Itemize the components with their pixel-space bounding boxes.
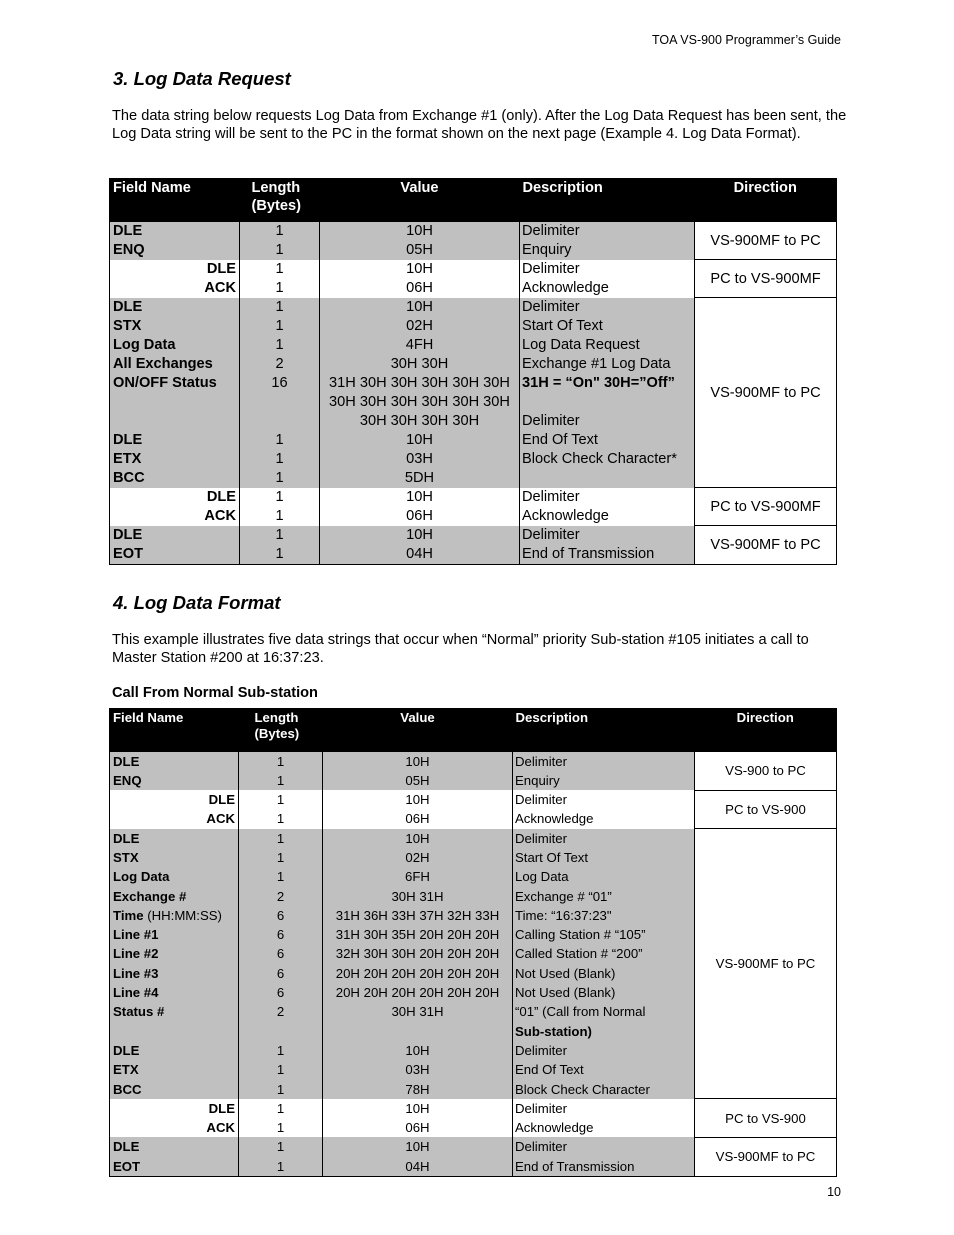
section-3-paragraph: The data string below requests Log Data from Exchange #1 (only). After the Log Data Request has been sent, the Log Data string will be sent to the PC in the format shown on the next page (Example 4. Log Data Format). — [112, 108, 847, 142]
field-description: Delimiter — [522, 298, 580, 315]
field-description: Delimiter — [515, 1042, 568, 1058]
length-value: 1 — [275, 545, 284, 562]
field-value: 10H — [405, 830, 430, 846]
field-name: Line #1 — [113, 927, 159, 943]
length-value: 1 — [276, 811, 285, 827]
field-name: Line #3 — [113, 965, 159, 981]
length-value: 1 — [275, 450, 284, 467]
field-description: Delimiter — [522, 260, 580, 277]
field-name: STX — [113, 317, 142, 334]
value-cell — [320, 298, 520, 488]
field-value-cont: 30H 30H 30H 30H 30H 30H — [329, 393, 510, 410]
field-description: Acknowledge — [515, 811, 594, 827]
field-name-cell — [110, 790, 239, 829]
length-value: 1 — [276, 753, 285, 769]
field-value: 02H — [406, 317, 433, 334]
length-value: 1 — [276, 849, 285, 865]
field-description: Acknowledge — [522, 507, 609, 524]
message-group — [110, 829, 837, 1099]
length-value: 6 — [276, 927, 285, 943]
field-name: EOT — [113, 545, 143, 562]
field-description: Acknowledge — [515, 1120, 594, 1136]
field-name: STX — [113, 849, 139, 865]
field-value: 03H — [405, 1062, 430, 1078]
length-value: 2 — [276, 1004, 285, 1020]
field-description: End Of Text — [522, 431, 598, 448]
field-description: Enquiry — [522, 241, 572, 258]
field-description: “01” (Call from Normal — [515, 1004, 646, 1020]
length-value: 1 — [276, 1139, 285, 1155]
value-cell — [320, 260, 520, 298]
field-name: DLE — [113, 753, 140, 769]
section-3-title: 3. Log Data Request — [113, 68, 291, 89]
length-value: 1 — [276, 1042, 285, 1058]
field-name: ENQ — [113, 772, 142, 788]
length-value: 1 — [276, 792, 285, 808]
value-cell — [323, 1099, 513, 1138]
message-group — [110, 298, 837, 488]
field-value: 04H — [406, 545, 433, 562]
field-value: 03H — [406, 450, 433, 467]
field-name: ACK — [206, 811, 235, 827]
field-description: Acknowledge — [522, 279, 609, 296]
field-value: 10H — [406, 526, 433, 543]
col-length: Length (Bytes) — [239, 709, 323, 752]
field-name: BCC — [113, 469, 145, 486]
field-name: DLE — [206, 488, 236, 505]
length-value: 1 — [275, 279, 284, 296]
field-value: 30H 30H — [390, 355, 449, 372]
direction-cell — [695, 1099, 837, 1138]
field-value: 31H 30H 30H 30H 30H 30H — [329, 374, 510, 391]
field-description: Delimiter — [515, 792, 568, 808]
field-value: 30H 31H — [391, 888, 444, 904]
section-4-title: 4. Log Data Format — [113, 592, 281, 613]
message-group — [110, 752, 837, 791]
description-cell — [520, 526, 695, 565]
field-name: DLE — [206, 260, 236, 277]
field-name-cell — [110, 488, 240, 526]
field-name-cell — [110, 829, 239, 1099]
field-name: DLE — [208, 1100, 235, 1116]
length-value: 16 — [271, 374, 288, 391]
field-name-cell — [110, 526, 240, 565]
field-description: End Of Text — [515, 1062, 584, 1078]
message-group — [110, 1099, 837, 1138]
field-name-cell — [110, 222, 240, 260]
field-description: Delimiter — [522, 526, 580, 543]
field-value: 10H — [405, 1139, 430, 1155]
message-group — [110, 488, 837, 526]
field-value: 10H — [406, 488, 433, 505]
length-value: 1 — [275, 488, 284, 505]
field-name: Log Data — [113, 869, 170, 885]
field-name: DLE — [113, 830, 140, 846]
field-name: Log Data — [113, 336, 176, 353]
length-cell — [239, 790, 323, 829]
field-description: Enquiry — [515, 772, 560, 788]
field-description-cont: Sub-station) — [515, 1023, 592, 1039]
direction-label: VS-900MF to PC — [715, 956, 816, 972]
description-cell — [520, 222, 695, 260]
direction-cell — [695, 1137, 837, 1176]
field-name: Time (HH:MM:SS) — [113, 907, 222, 923]
direction-label: PC to VS-900MF — [710, 498, 821, 515]
col-field-name: Field Name — [110, 709, 239, 752]
value-cell — [323, 1137, 513, 1176]
message-group — [110, 260, 837, 298]
description-cell — [520, 298, 695, 488]
field-description: Delimiter — [522, 222, 580, 239]
value-cell — [323, 790, 513, 829]
length-value: 1 — [275, 241, 284, 258]
direction-cell — [695, 488, 837, 526]
direction-cell — [695, 829, 837, 1099]
section-4-paragraph: This example illustrates five data strings that occur when “Normal” priority Sub-station #105 initiates a call to Master Station #200 at 16:37:23. — [112, 632, 809, 666]
field-name: ENQ — [113, 241, 145, 258]
field-value: 06H — [405, 1120, 430, 1136]
field-value: 04H — [405, 1158, 430, 1174]
direction-label: PC to VS-900 — [725, 1110, 806, 1126]
field-value: 06H — [405, 811, 430, 827]
length-cell — [239, 1137, 323, 1176]
length-value: 1 — [275, 431, 284, 448]
message-group — [110, 222, 837, 260]
field-name: ACK — [206, 1120, 235, 1136]
direction-cell — [695, 526, 837, 565]
field-description: Start Of Text — [522, 317, 603, 334]
field-value: 10H — [406, 298, 433, 315]
col-direction: Direction — [695, 709, 837, 752]
field-name: DLE — [113, 431, 143, 448]
length-value: 1 — [275, 222, 284, 239]
length-cell — [239, 829, 323, 1099]
field-description: End of Transmission — [515, 1158, 635, 1174]
field-description: Delimiter — [515, 1139, 568, 1155]
direction-label: VS-900MF to PC — [710, 384, 821, 401]
log-data-format-table — [109, 708, 837, 1177]
field-value: 20H 20H 20H 20H 20H 20H — [335, 965, 500, 981]
description-cell — [513, 790, 695, 829]
length-cell — [239, 1099, 323, 1138]
direction-cell — [695, 752, 837, 791]
length-value: 1 — [276, 1081, 285, 1097]
field-description: Exchange # “01” — [515, 888, 612, 904]
field-description: Log Data — [515, 869, 569, 885]
description-cell — [513, 1099, 695, 1138]
field-name: EOT — [113, 1158, 141, 1174]
length-cell — [239, 752, 323, 791]
direction-cell — [695, 790, 837, 829]
length-cell — [240, 298, 320, 488]
field-name-suffix: (HH:MM:SS) — [143, 907, 222, 923]
field-description: Block Check Character* — [522, 450, 677, 467]
field-value: 5DH — [404, 469, 435, 486]
col-value: Value — [323, 709, 513, 752]
field-description: Not Used (Blank) — [515, 985, 616, 1001]
length-cell — [240, 488, 320, 526]
length-value: 6 — [276, 965, 285, 981]
field-name: ETX — [113, 450, 142, 467]
field-description: Not Used (Blank) — [515, 965, 616, 981]
col-field-name: Field Name — [110, 179, 240, 222]
field-name: ACK — [204, 279, 236, 296]
field-description: Delimiter — [522, 488, 580, 505]
field-name: DLE — [113, 298, 143, 315]
field-name: Line #2 — [113, 946, 159, 962]
field-value: 31H 30H 35H 20H 20H 20H — [335, 927, 500, 943]
description-cell — [520, 488, 695, 526]
col-direction: Direction — [695, 179, 837, 222]
length-value: 1 — [275, 336, 284, 353]
field-name: Line #4 — [113, 985, 159, 1001]
field-value: 6FH — [405, 869, 430, 885]
length-value: 1 — [275, 507, 284, 524]
value-cell — [323, 752, 513, 791]
field-name-cell — [110, 260, 240, 298]
field-name-cell — [110, 752, 239, 791]
field-value: 10H — [406, 260, 433, 277]
field-name: Status # — [113, 1004, 165, 1020]
col-value: Value — [320, 179, 520, 222]
field-description: End of Transmission — [522, 545, 655, 562]
field-value: 10H — [405, 792, 430, 808]
field-value: 10H — [406, 431, 433, 448]
field-name-cell — [110, 298, 240, 488]
length-value: 1 — [276, 1120, 285, 1136]
field-name: All Exchanges — [113, 355, 213, 372]
direction-label: PC to VS-900 — [725, 801, 806, 817]
field-name: ACK — [204, 507, 236, 524]
field-name: DLE — [113, 1042, 140, 1058]
length-cell — [240, 222, 320, 260]
message-group — [110, 1137, 837, 1176]
length-value: 1 — [276, 1158, 285, 1174]
field-value: 06H — [406, 279, 433, 296]
field-name: ON/OFF Status — [113, 374, 217, 391]
length-value: 1 — [275, 469, 284, 486]
direction-cell — [695, 260, 837, 298]
length-value: 6 — [276, 985, 285, 1001]
field-value: 05H — [406, 241, 433, 258]
length-value: 1 — [276, 830, 285, 846]
field-value: 02H — [405, 849, 430, 865]
length-value: 1 — [275, 526, 284, 543]
field-value: 10H — [406, 222, 433, 239]
col-length: Length (Bytes) — [240, 179, 320, 222]
length-value: 2 — [275, 355, 284, 372]
field-description: Start Of Text — [515, 849, 589, 865]
value-cell — [320, 222, 520, 260]
field-name-cell — [110, 1099, 239, 1138]
length-cell — [240, 526, 320, 565]
field-name-cell — [110, 1137, 239, 1176]
direction-cell — [695, 222, 837, 260]
message-group — [110, 790, 837, 829]
length-value: 1 — [275, 260, 284, 277]
col-description: Description — [513, 709, 695, 752]
field-description: Time: “16:37:23" — [515, 907, 612, 923]
field-description: Exchange #1 Log Data — [522, 355, 671, 372]
field-value: 10H — [405, 1100, 430, 1116]
field-value: 10H — [405, 1042, 430, 1058]
value-cell — [320, 488, 520, 526]
field-value: 30H 31H — [391, 1004, 444, 1020]
field-description: Delimiter — [515, 1100, 568, 1116]
field-name: ETX — [113, 1062, 139, 1078]
length-value: 1 — [276, 1062, 285, 1078]
field-description: Delimiter — [522, 412, 580, 429]
field-name: Exchange # — [113, 888, 187, 904]
value-cell — [323, 829, 513, 1099]
field-description: Log Data Request — [522, 336, 640, 353]
log-data-request-table — [109, 178, 837, 565]
field-name: DLE — [113, 1139, 140, 1155]
field-description: Called Station # “200” — [515, 946, 643, 962]
direction-label: PC to VS-900MF — [710, 270, 821, 287]
field-value: 32H 30H 30H 20H 20H 20H — [335, 946, 500, 962]
message-group — [110, 526, 837, 565]
field-value: 20H 20H 20H 20H 20H 20H — [335, 985, 500, 1001]
field-description-cont: 31H = “On" 30H=”Off” — [522, 374, 675, 391]
description-cell — [513, 1137, 695, 1176]
page-number: 10 — [827, 1185, 841, 1199]
description-cell — [513, 752, 695, 791]
field-value: 05H — [405, 772, 430, 788]
col-description: Description — [520, 179, 695, 222]
field-name: BCC — [113, 1081, 142, 1097]
length-value: 1 — [276, 869, 285, 885]
length-value: 6 — [276, 907, 285, 923]
direction-cell — [695, 298, 837, 488]
length-value: 1 — [275, 298, 284, 315]
length-value: 1 — [276, 1100, 285, 1116]
direction-label: VS-900 to PC — [725, 763, 806, 779]
description-cell — [513, 829, 695, 1099]
field-name: DLE — [113, 222, 143, 239]
value-cell — [320, 526, 520, 565]
length-value: 1 — [276, 772, 285, 788]
field-value: 06H — [406, 507, 433, 524]
field-description: Calling Station # “105” — [515, 927, 646, 943]
length-cell — [240, 260, 320, 298]
field-name: DLE — [208, 792, 235, 808]
length-value: 1 — [275, 317, 284, 334]
field-value: 31H 36H 33H 37H 32H 33H — [335, 907, 500, 923]
field-description: Delimiter — [515, 753, 568, 769]
direction-label: VS-900MF to PC — [715, 1149, 816, 1165]
field-value: 4FH — [405, 336, 434, 353]
field-value: 78H — [405, 1081, 430, 1097]
field-name: DLE — [113, 526, 143, 543]
table-caption: Call From Normal Sub-station — [112, 685, 318, 701]
length-value: 6 — [276, 946, 285, 962]
page-header: TOA VS-900 Programmer’s Guide — [652, 33, 841, 47]
direction-label: VS-900MF to PC — [710, 232, 821, 249]
direction-label: VS-900MF to PC — [710, 536, 821, 553]
length-value: 2 — [276, 888, 285, 904]
field-value: 10H — [405, 753, 430, 769]
field-value-cont: 30H 30H 30H 30H — [359, 412, 480, 429]
description-cell — [520, 260, 695, 298]
field-description: Block Check Character — [515, 1081, 650, 1097]
field-description: Delimiter — [515, 830, 568, 846]
